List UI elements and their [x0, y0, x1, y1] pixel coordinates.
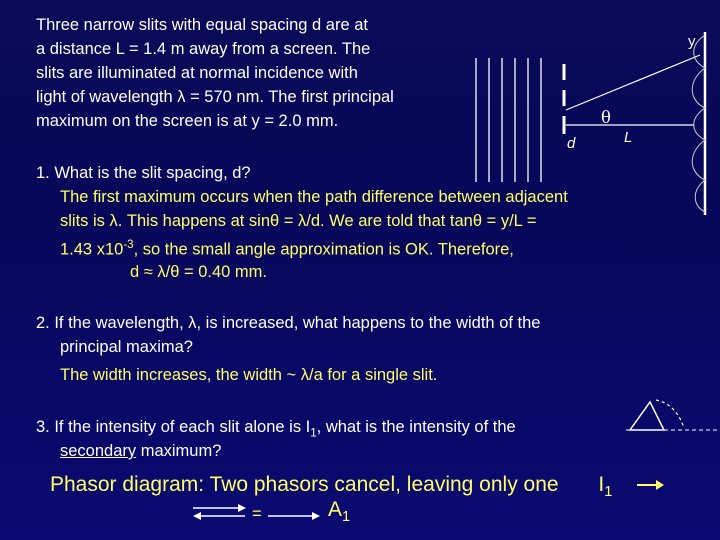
- problem-line-5: maximum on the screen is at y = 2.0 mm.: [36, 112, 339, 130]
- phasor-equals: =: [252, 505, 262, 523]
- q1-question: 1. What is the slit spacing, d?: [36, 164, 251, 182]
- phasor-text: Phasor diagram: Two phasors cancel, leaving only one $I_1$: [50, 473, 613, 501]
- phasor-A1: $A_1$: [328, 498, 351, 526]
- label-y: y: [688, 33, 696, 50]
- q1-answer-line-1: The first maximum occurs when the path difference between adjacent: [60, 188, 568, 206]
- phasor-triangle: [630, 402, 664, 430]
- intensity-curve: [692, 35, 705, 212]
- q1-result: d ≈ λ/θ = 0.40 mm.: [130, 263, 267, 281]
- q1-answer-line-2: slits is λ. This happens at sinθ = λ/d. We are told that tanθ = y/L =: [60, 212, 537, 230]
- yellow-arrow: [637, 480, 664, 490]
- label-L: L: [624, 129, 633, 146]
- label-theta: θ: [601, 108, 611, 127]
- ray-line: [566, 55, 700, 110]
- problem-line-3: slits are illuminated at normal incidence with: [36, 64, 358, 82]
- q2-question-line-2: principal maxima?: [60, 338, 193, 356]
- incident-wavefronts: [476, 58, 541, 182]
- q2-answer: The width increases, the width ~ λ/a for a single slit.: [60, 366, 438, 384]
- q3-question-line-1: 3. If the intensity of each slit alone is $I_1$, what is the intensity of the: [36, 418, 516, 440]
- problem-line-2: a distance L = 1.4 m away from a screen. The: [36, 40, 371, 58]
- problem-line-1: Three narrow slits with equal spacing d are at: [36, 16, 368, 34]
- q3-question-line-2: secondary maximum?: [60, 442, 222, 460]
- problem-line-4: light of wavelength λ = 570 nm. The first principal: [36, 88, 394, 106]
- label-d: d: [567, 135, 576, 152]
- q1-answer-line-3: 1.43 $x10^{-3}$, so the small angle approximation is OK. Therefore,: [60, 239, 514, 259]
- q2-question-line-1: 2. If the wavelength, λ, is increased, what happens to the width of the: [36, 314, 541, 332]
